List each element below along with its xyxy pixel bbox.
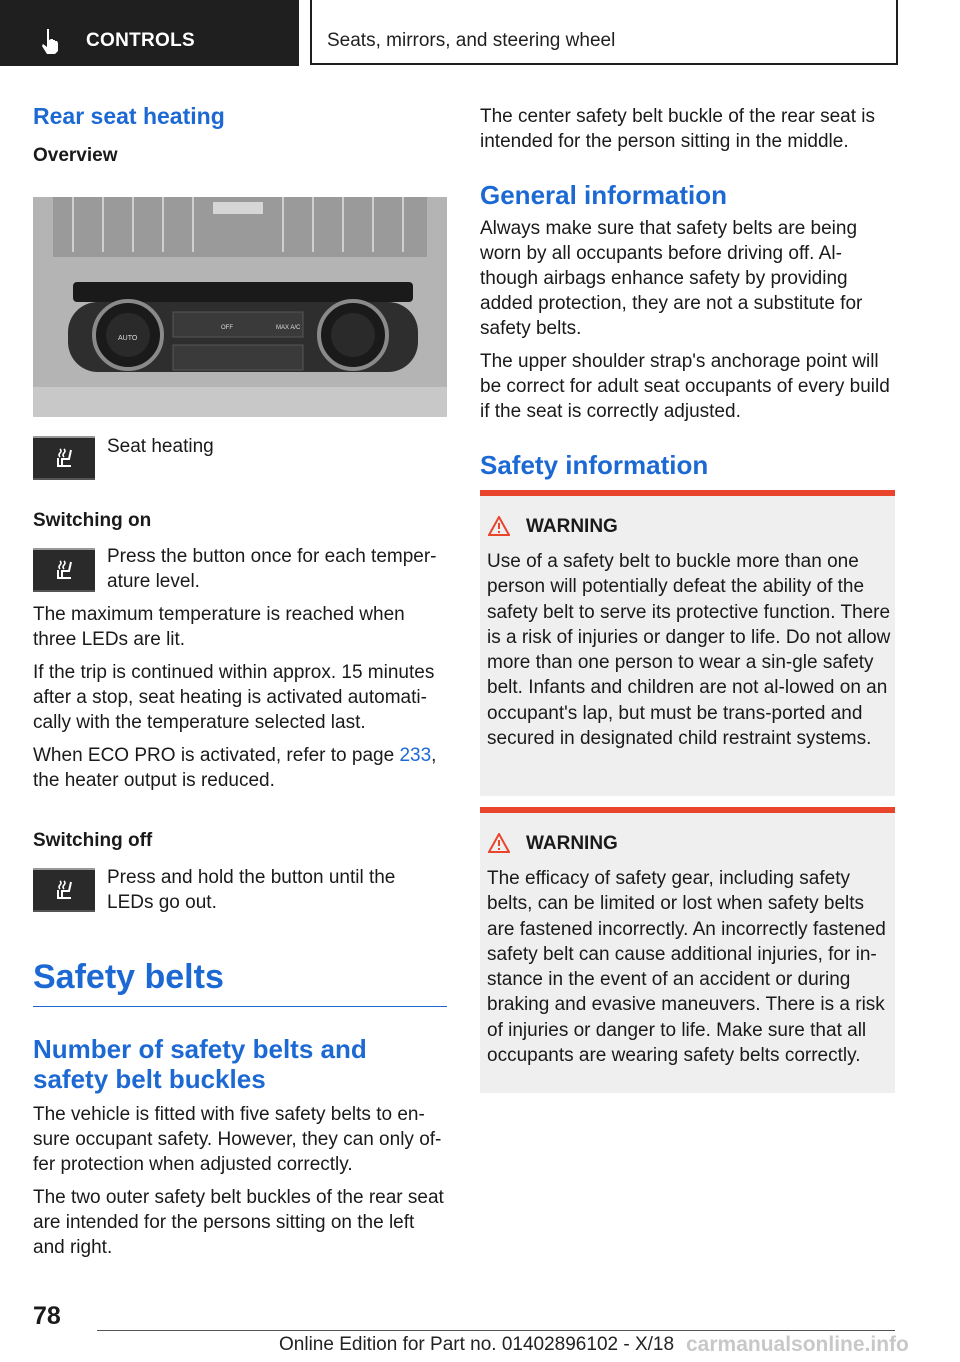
paragraph-five-belts: The vehicle is fitted with five safety belts to en-sure occupant safety. However, they can only of-fer protection when adjusted correctly. xyxy=(33,1104,442,1175)
heading-number-of-belts: Number of safety belts and safety belt buckles xyxy=(33,1034,367,1094)
right-column-top xyxy=(480,104,895,162)
heading-overview: Overview xyxy=(33,145,118,166)
paragraph-center-buckle: The center safety belt buckle of the rear seat is intended for the person sitting in the middle. xyxy=(480,106,875,152)
left-column-top xyxy=(33,104,447,168)
warning-box-2 xyxy=(480,807,895,1093)
footer-edition: Online Edition for Part no. 01402896102 - X/18 xyxy=(279,1334,675,1355)
seat-heating-button-image-off xyxy=(33,868,95,912)
warning-triangle-icon xyxy=(488,833,510,853)
page-number: 78 xyxy=(33,1302,61,1330)
seat-heating-button-image xyxy=(33,436,95,480)
header-section-tab xyxy=(0,0,299,66)
seat-heating-button-image-on xyxy=(33,548,95,592)
watermark: carmanualsonline.info xyxy=(686,1333,909,1356)
paragraph-anchorage: The upper shoulder strap's anchorage point will be correct for adult seat occupants of every build if the seat is correctly adjusted. xyxy=(480,351,890,422)
seat-heating-label: Seat heating xyxy=(107,436,214,457)
heading-switching-on: Switching on xyxy=(33,510,152,531)
warning-box-1 xyxy=(480,490,895,796)
warning-text: Use of a safety belt to buckle more than one person will potentially defeat the ability of the safety belt to serve its protective function. There is a risk of injuries or danger to life. Do not allow more than one person to wear a sin-gle safety belt. Infants and children are not al-lowed on an occupant's lap, but must be trans-ported and secured in designated child restraint systems. xyxy=(487,551,891,750)
header-chapter-tab xyxy=(310,0,898,65)
switching-off-text: Press and hold the button until the LEDs go out. xyxy=(107,867,396,913)
paragraph-wear-belts: Always make sure that safety belts are being worn by all occupants before driving off. Al-though airbags enhance safety by providing added protection, they are not a substitute for safety belts. xyxy=(480,218,863,339)
heading-rear-seat-heating: Rear seat heating xyxy=(33,103,225,129)
eco-pro-text-end: , the heater output is reduced. xyxy=(33,745,437,791)
rear-climate-panel-photo xyxy=(33,197,447,417)
paragraph-trip-continued: If the trip is continued within approx. 15 minutes after a stop, seat heating is activated automati-cally with the temperature selected last. xyxy=(33,662,435,733)
page-link-233[interactable]: 233 xyxy=(399,745,432,766)
warning-triangle-icon xyxy=(488,516,510,536)
heading-switching-off: Switching off xyxy=(33,830,153,851)
chapter-title: Seats, mirrors, and steering wheel xyxy=(327,30,616,51)
seat-heating-icon xyxy=(52,558,76,582)
seat-heating-icon xyxy=(52,446,76,470)
paragraph-eco-pro xyxy=(33,743,447,793)
warning-title: WARNING xyxy=(526,833,618,854)
seat-heating-icon xyxy=(52,878,76,902)
belts-paragraphs xyxy=(33,1102,449,1268)
auto-label: AUTO xyxy=(118,335,138,342)
heading-safety-belts: Safety belts xyxy=(33,958,224,996)
general-paragraphs xyxy=(480,216,895,432)
section-divider xyxy=(33,1006,447,1007)
section-title: CONTROLS xyxy=(86,30,196,51)
max-ac-label: MAX A/C xyxy=(276,325,301,331)
switching-off-block xyxy=(33,828,447,853)
paragraph-max-temp: The maximum temperature is reached when three LEDs are lit. xyxy=(33,604,405,650)
heading-general-information: General information xyxy=(480,180,728,210)
heading-safety-information: Safety information xyxy=(480,450,709,480)
warning-text: The efficacy of safety gear, including safety belts, can be limited or lost when safety belts are fastened incorrectly. An incorrectly fastened safety belt can cause additional injuries, for in-stance in the event of an accident or during braking and evasive maneuvers. There is a risk of injuries or danger to life. Make sure that all occupants are wearing safety belts correctly. xyxy=(487,868,886,1067)
footer-divider xyxy=(97,1330,895,1331)
switching-on-block xyxy=(33,508,447,533)
hand-pointer-icon xyxy=(38,27,62,55)
switching-on-text: Press the button once for each temper-ature level. xyxy=(107,546,437,592)
switching-on-paragraphs xyxy=(33,602,447,801)
warning-title: WARNING xyxy=(526,516,618,537)
off-label: OFF xyxy=(221,325,233,331)
paragraph-outer-buckles: The two outer safety belt buckles of the rear seat are intended for the persons sitting on the left and right. xyxy=(33,1187,444,1258)
eco-pro-text: When ECO PRO is activated, refer to page xyxy=(33,745,400,766)
